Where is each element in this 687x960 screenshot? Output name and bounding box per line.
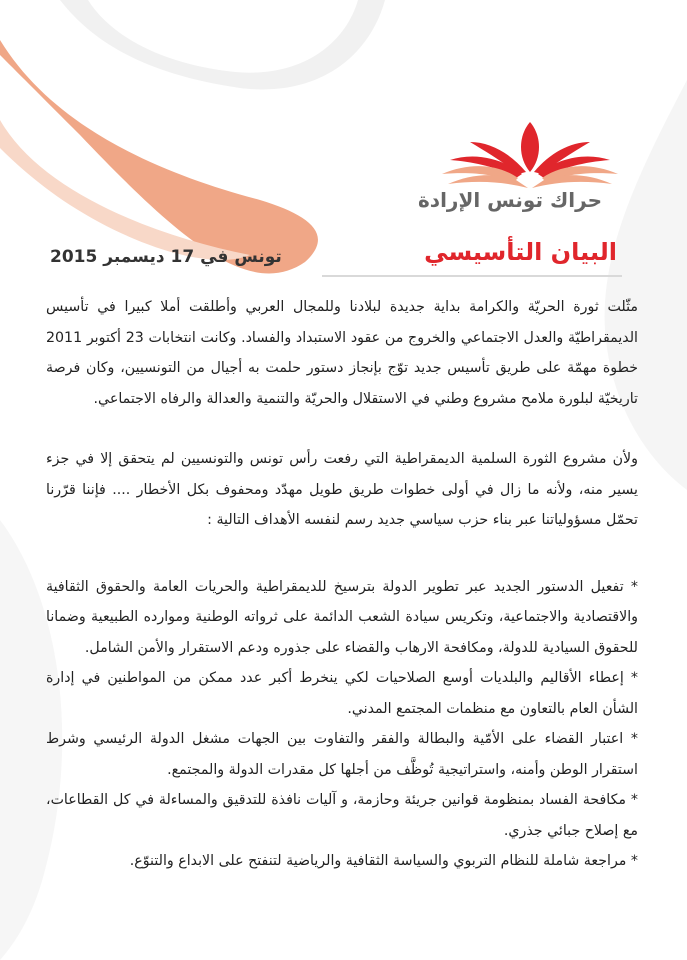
title-divider	[322, 275, 622, 277]
open-book-flower-icon	[440, 108, 620, 190]
goal-item: * إعطاء الأقاليم والبلديات أوسع الصلاحيات لكي ينخرط أكبر عدد ممكن من المواطنين في إدارة الشأن العام بالتعاون مع منظمات المجتمع المدني.	[46, 670, 638, 717]
goal-item: * مكافحة الفساد بمنظومة قوانين جريئة وحازمة، و آليات نافذة للتدقيق والمساءلة في كل القطاعات، مع إصلاح جبائي جذري.	[46, 792, 638, 839]
dateline: تونس في 17 ديسمبر 2015	[50, 247, 282, 267]
goal-item: * مراجعة شاملة للنظام التربوي والسياسة الثقافية والرياضية لتنفتح على الابداع والتنوّع.	[129, 853, 638, 869]
goal-item: * اعتبار القضاء على الأمّية والبطالة والفقر والتفاوت بين الجهات مشغل الدولة الرئيسي وشرط استقرار الوطن وأمنه، واستراتيجية تُوظَّف من أجلها كل مقدرات الدولة والمجتمع.	[46, 731, 638, 778]
organization-name: حراك تونس الإرادة	[418, 188, 602, 212]
document-title: البيان التأسيسي	[424, 238, 617, 266]
intro-paragraph: مثّلت ثورة الحريّة والكرامة بداية جديدة لبلادنا وللمجال العربي وأطلقت أملا كبيرا في تأسيس الديمقراطيّة والعدل الاجتماعي والخروج من عقود الاستبداد والفساد. وكانت انتخابات 23 أكتوبر 2011 خطوة مهمّة على طريق تأسيس جديد توّج بإنجاز دستور حلمت به أجيال من التونسيين، وكان فرصة تاريخيّة لبلورة ملامح مشروع وطني في الاستقلال والحريّة والتنمية والعدالة والرفاه الاجتماعي.	[46, 299, 638, 407]
document-body	[46, 292, 638, 877]
goal-item: * تفعيل الدستور الجديد عبر تطوير الدولة بترسيخ للديمقراطية والحريات العامة والحقوق الثقافية والاقتصادية والاجتماعية، وتكريس سيادة الشعب الدائمة على ثرواته الوطنية وموارده الطبيعية وضمانا للحقوق السيادية للدولة، ومكافحة الارهاب والقضاء على جذوره ودعم الاستقرار والأمن الشامل.	[46, 578, 638, 656]
second-paragraph: ولأن مشروع الثورة السلمية الديمقراطية التي رفعت رأس تونس والتونسيين لم يتحقق إلا في جزء يسير منه، ولأنه ما زال في أولى خطوات طريق طويل مهدّد ومحفوف بكل الأخطار .... فإننا قرّرنا تحمّل مسؤولياتنا عبر بناء حزب سياسي جديد رسم لنفسه الأهداف التالية :	[46, 451, 638, 528]
